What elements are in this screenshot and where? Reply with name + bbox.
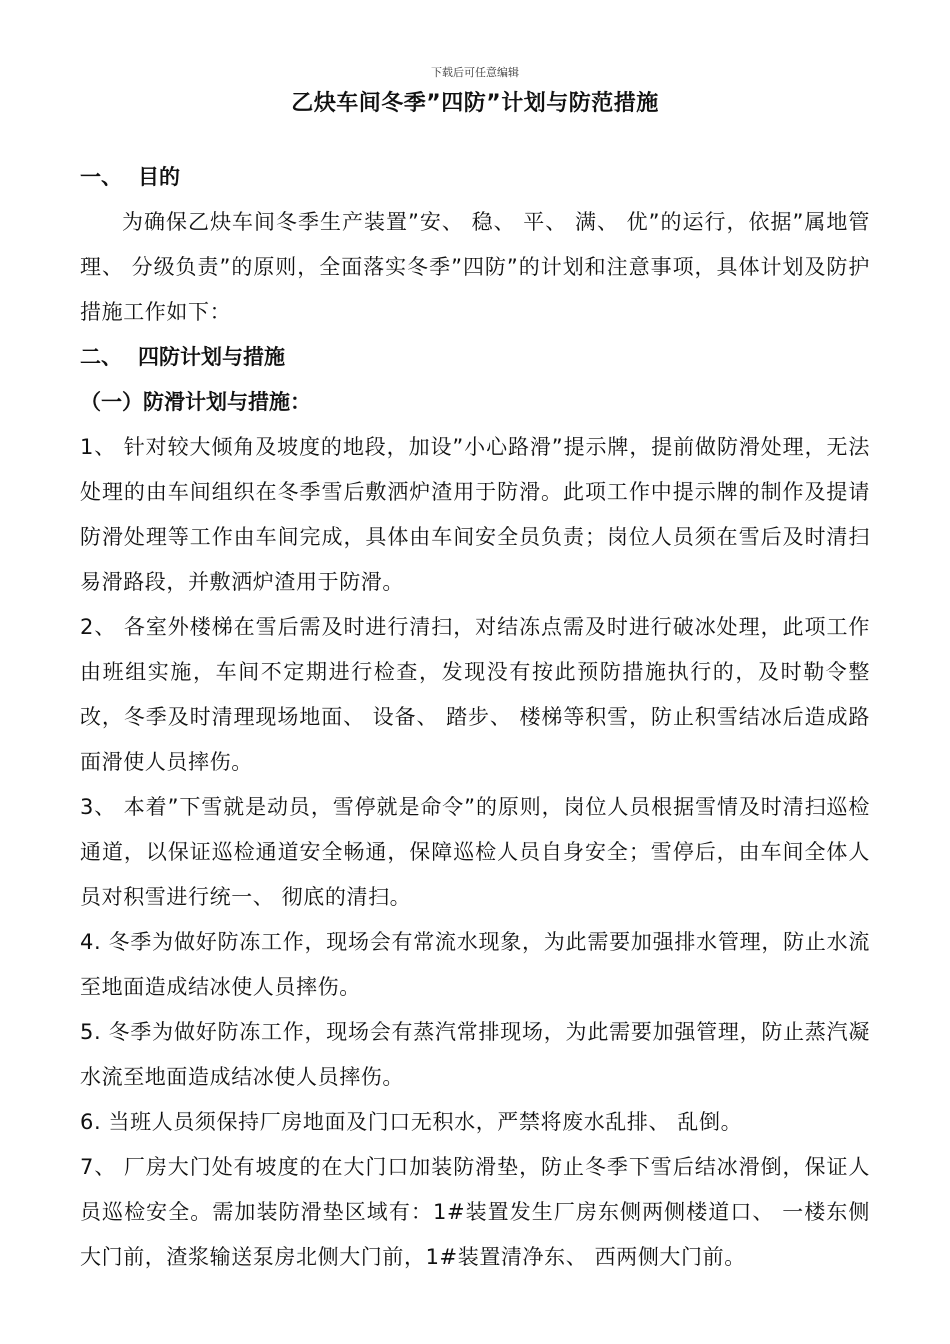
list-item: 1、 针对较大倾角及坡度的地段，加设”小心路滑”提示牌，提前做防滑处理，无法处理的由车间组织在冬季雪后敷洒炉渣用于防滑。此项工作中提示牌的制作及提请防滑处理等工作由车间完成，具体由车间安全员负责；岗位人员须在雪后及时清扫易滑路段，并敷洒炉渣用于防滑。 [80,435,870,594]
subsection-heading-anti-slip: （一）防滑计划与措施： [80,390,311,414]
list-item: 2、 各室外楼梯在雪后需及时进行清扫，对结冻点需及时进行破冰处理，此项工作由班组实施，车间不定期进行检查，发现没有按此预防措施执行的，及时勒令整改，冬季及时清理现场地面、 设备、 踏步、 楼梯等积雪，防止积雪结冰后造成路面滑使人员摔伤。 [80,615,870,774]
list-item: 4. 冬季为做好防冻工作，现场会有常流水现象，为此需要加强排水管理，防止水流至地面造成结冰使人员摔伤。 [80,930,870,999]
section-number: 二、 [80,345,122,369]
section-title: 四防计划与措施 [138,345,285,369]
purpose-paragraph: 为确保乙炔车间冬季生产装置”安、 稳、 平、 满、 优”的运行，依据”属地管理、 分级负责”的原则，全面落实冬季”四防”的计划和注意事项，具体计划及防护措施工作如下： [80,210,870,324]
section-heading-purpose [80,155,870,200]
document-body [80,155,870,1280]
section-title: 目的 [138,165,180,189]
section-number: 一、 [80,165,122,189]
list-item: 7、 厂房大门处有坡度的在大门口加装防滑垫，防止冬季下雪后结冰滑倒，保证人员巡检安全。需加装防滑垫区域有：1#装置发生厂房东侧两侧楼道口、 一楼东侧大门前，渣浆输送泵房北侧大门前，1#装置清净东、 西两侧大门前。 [80,1155,870,1269]
list-item: 6. 当班人员须保持厂房地面及门口无积水，严禁将废水乱排、 乱倒。 [80,1110,743,1134]
list-item: 5. 冬季为做好防冻工作，现场会有蒸汽常排现场，为此需要加强管理，防止蒸汽凝水流至地面造成结冰使人员摔伤。 [80,1020,870,1089]
document-title: 乙炔车间冬季”四防”计划与防范措施 [291,91,659,116]
section-heading-plan [80,335,870,380]
list-item: 3、 本着”下雪就是动员，雪停就是命令”的原则，岗位人员根据雪情及时清扫巡检通道，以保证巡检通道安全畅通，保障巡检人员自身安全；雪停后，由车间全体人员对积雪进行统一、 彻底的清扫。 [80,795,870,909]
header-note: 下载后可任意编辑 [431,66,519,79]
